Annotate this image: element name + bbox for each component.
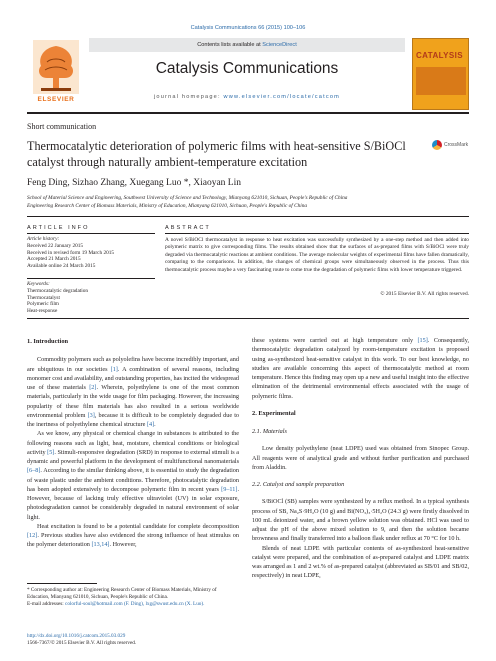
- section-heading-introduction: 1. Introduction: [27, 338, 69, 345]
- keyword-item: Thermocatalytic degradation: [27, 287, 89, 294]
- history-item: Received in revised form 19 March 2015: [27, 249, 115, 256]
- running-head[interactable]: Catalysis Communications 66 (2015) 100–106: [190, 25, 306, 31]
- author-list: Feng Ding, Sizhao Zhang, Xuegang Luo *, Xiaoyan Lin: [27, 178, 241, 188]
- citation-link[interactable]: [13,14]: [91, 541, 110, 549]
- abstract-heading: ABSTRACT: [165, 225, 211, 231]
- elsevier-tree-icon: [33, 40, 79, 94]
- citation-link[interactable]: [4]: [146, 421, 155, 428]
- citation-link[interactable]: [6–8]: [27, 467, 41, 475]
- citation-link[interactable]: [9–11]: [221, 485, 238, 493]
- journal-homepage: [89, 94, 405, 100]
- masthead-divider: [27, 112, 469, 114]
- body-column-right: [252, 336, 469, 581]
- catalyst-paragraph-1: S/BiOCl (SB) samples were synthesized by a reflux method. In a typical synthesis process of SB, Na₂S·9H₂O (10 g) and Bi(NO₃)₃·5H₂O (24.3 g) were firstly dissolved in 100 mL deionized water, and a brown yellow solution was obtained. HCl was used to adjust the pH of the above mixed solution to 9, and then the solution became brownness and finally transferred into a balloon flask under reflux at 70 °C for 10 h.: [252, 498, 469, 543]
- publisher-name: ELSEVIER: [37, 96, 75, 103]
- sciencedirect-link[interactable]: ScienceDirect: [262, 42, 297, 48]
- doi-block: [27, 633, 136, 647]
- intro-paragraph-continued: these systems were carried out at high temperature only [15]. Consequently, thermocatalytic degradation catalyzed by room-temperature excitation is proposed using as-synthesized heat-sensitive catalyst in this work. To our best knowledge, no studies are available concerning this aspect of thermocatalytic method at room temperature. Hence this finding may open up a new and useful insight into the effective elimination of the detrimental environmental effects associated with the usage of polymeric films.: [252, 337, 469, 400]
- keyword-item: Thermocatalyst: [27, 294, 60, 301]
- article-history: [27, 236, 155, 270]
- affiliation-1: School of Material Science and Engineering, Southwest University of Science and Technology, Mianyang 621010, Sichuan, People's Republic of China: [27, 195, 348, 201]
- email-label: E-mail addresses:: [27, 601, 66, 607]
- citation-link[interactable]: [2]: [89, 384, 97, 391]
- section-heading-experimental: 2. Experimental: [252, 409, 296, 417]
- cover-title: CATALYSIS: [416, 51, 464, 60]
- journal-band: [89, 38, 405, 108]
- crossmark-label: CrossMark: [444, 142, 469, 148]
- contents-prefix: Contents lists available at: [197, 42, 263, 48]
- intro-paragraph-1: Commodity polymers such as polyolefins have become incredibly important, and are ubiquitous in our societies [1]. A combination of several reasons, including monomer cost and availability, and outstanding properties, has incited the widespread use of these materials [2]. Wherein, polyethylene is one of the most common materials, particularly in the wide usage for film packaging. However, the increasing popularity of these film materials has also resulted in a serious worldwide environmental problem [3], because it is difficult to be completely degraded due to the inertness of polyethylene chemical structure [4].: [27, 356, 240, 428]
- citation-link[interactable]: [1]: [110, 365, 118, 373]
- citation-link[interactable]: [5]: [47, 448, 55, 456]
- issn-line: 1566-7367/© 2015 Elsevier B.V. All rights reserved.: [27, 640, 137, 646]
- crossmark-badge[interactable]: [432, 139, 472, 151]
- history-item: Accepted 21 March 2015: [27, 256, 81, 263]
- email-line: [27, 601, 239, 608]
- abstract-copyright: © 2015 Elsevier B.V. All rights reserved.: [380, 291, 469, 297]
- keyword-item: Heat-response: [27, 308, 58, 315]
- crossmark-icon: [432, 140, 442, 150]
- history-label: Article history:: [27, 236, 60, 242]
- article-type: Short communication: [27, 122, 97, 131]
- journal-name: Catalysis Communications: [155, 60, 339, 77]
- intro-paragraph-2: As we know, any physical or chemical change in substances is attributed to the following reasons such as light, heat, moisture, chemical conditions or biological activity [5]. Stimuli-responsive degradation (SRD) in response to external stimuli is a dynamic and powerful platform in the development of multifunctional nanomaterials [6–8]. According to the similar thinking above, it is essential to study the degradation of waste plastic under the ambient conditions. Therefore, photocatalytic degradation has been adopted extensively to decompose polymeric film in recent years [9–11]. However, because of lacking truly effective ultraviolet (UV) in solar exposure, photodegradation cannot be considerably degraded in natural environment of solar light.: [27, 430, 239, 521]
- corresponding-author-note: * Corresponding author at: Engineering Research Center of Biomass Materials, Ministry of Education, Mianyang 621010, Sichuan, People's Republic of China.: [27, 587, 217, 600]
- contents-line: [89, 38, 405, 52]
- subsection-heading-catalyst: 2.2. Catalyst and sample preparation: [252, 481, 345, 488]
- materials-paragraph: Low density polyethylene (neat LDPE) used was obtained from Sinopec Group. All reagents were of analytical grade and without further purification and purchased from Aladdin.: [252, 445, 469, 471]
- article-title: Thermocatalytic deterioration of polymeric films with heat-sensitive S/BiOCl catalyst through naturally ambient-temperature excitation: [27, 139, 406, 169]
- homepage-prefix: journal homepage:: [153, 94, 224, 100]
- email-links[interactable]: colorful-soul@hotmail.com (F. Ding), lxg@swust.edu.cn (X. Luo).: [65, 601, 205, 607]
- keywords-divider: [27, 278, 155, 279]
- keywords: [27, 281, 155, 315]
- abstract-divider: [165, 233, 469, 234]
- footnote: [27, 587, 239, 608]
- catalyst-paragraph-2: Blends of neat LDPE with particular contents of as-synthesized heat-sensitive catalyst were prepared, and the combination of as-prepared catalyst and LDPE matrix was arranged as 1 and 2 wt.% of as-prepared catalyst (abbreviated as SB/01 and SB/02, respectively) in neat LDPE,: [252, 544, 469, 580]
- citation-link[interactable]: [12]: [27, 532, 38, 539]
- homepage-link[interactable]: www.elsevier.com/locate/catcom: [223, 94, 341, 100]
- keyword-item: Polymeric film: [27, 301, 59, 308]
- journal-cover[interactable]: [412, 38, 469, 110]
- elsevier-logo[interactable]: [27, 38, 85, 108]
- doi-link[interactable]: http://dx.doi.org/10.1016/j.catcom.2015.03.029: [27, 633, 126, 639]
- affiliation-2: Engineering Research Center of Biomass Materials, Ministry of Education, Mianyang 621010, Sichuan, People's Republic of China: [27, 203, 308, 209]
- header-divider: [27, 216, 469, 217]
- journal-masthead: [27, 38, 469, 108]
- abstract-text: A novel S/BiOCl thermocatalyst in response to heat excitation was successfully synthesized by a one-step method and then added into polymeric matrix to give corresponding films. The results obtained show that the surfaces of as-prepared films with S/BiOCl were truly degraded via thermocatalytic reactions at ambient conditions. The average molecular weights of experimental films have fallen dramatically, comparing to the comparisons. In addition, the changes of chemical groups were simultaneously observed in the process. Thus this thermocatalytic process maybe a very fascinating route to come true the degradation of polymeric films with lower temperature triggered.: [165, 237, 469, 273]
- citation-link[interactable]: [15]: [417, 337, 428, 344]
- citation-link[interactable]: [3]: [87, 411, 95, 419]
- intro-paragraph-3: Heat excitation is found to be a potential candidate for complete decomposition [12]. Previous studies have also evidenced the strong influence of heat stimulus on the polymer deterioration [13,14]. However,: [27, 522, 239, 549]
- history-item: Received 22 January 2015: [27, 242, 84, 249]
- subsection-heading-materials: 2.1. Materials: [252, 428, 287, 435]
- history-item: Available online 24 March 2015: [27, 263, 96, 270]
- info-divider: [27, 233, 155, 234]
- cover-image: [416, 67, 466, 95]
- keywords-label: Keywords:: [27, 281, 50, 287]
- article-info-heading: ARTICLE INFO: [27, 225, 90, 231]
- body-column-left: [27, 337, 239, 550]
- footnote-divider: [27, 583, 97, 584]
- abstract-end-divider: [27, 318, 469, 319]
